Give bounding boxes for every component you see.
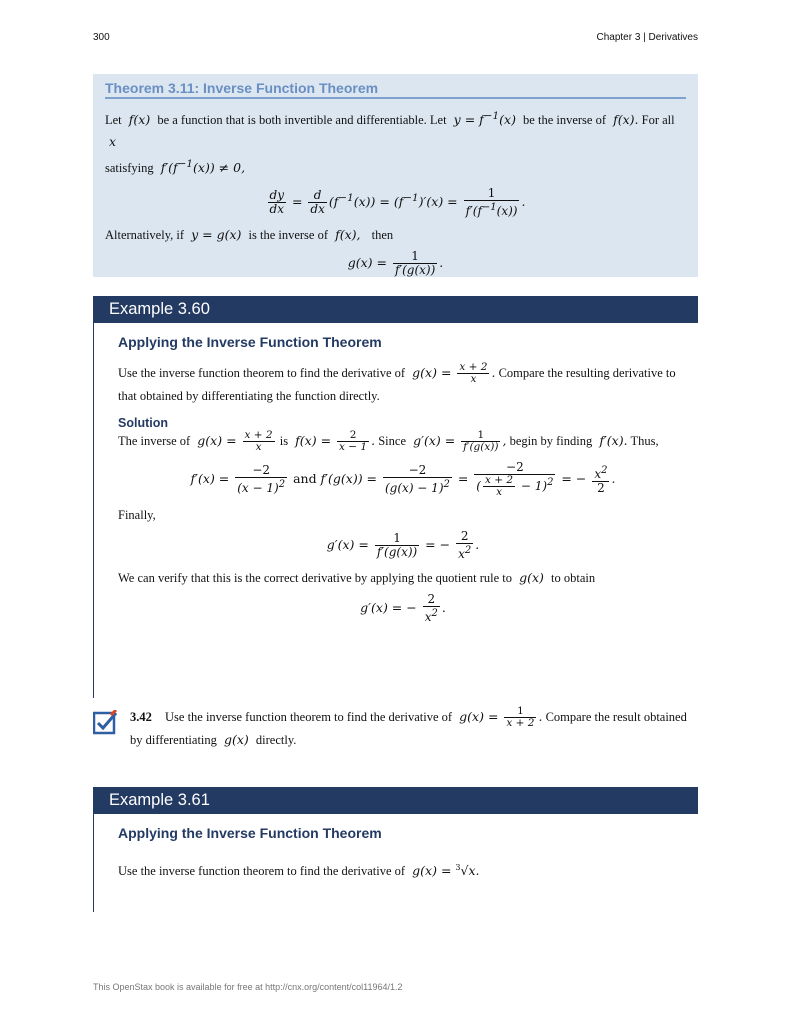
solution-line-1: The inverse of g(x) = $\frac{x + 2}{x}$ is f(x) = $\frac{2}{x - 1}$ . Since g′(x) = $\frac{1}{f'(g(x))}$ , begin by finding f′(x). Thus, bbox=[118, 429, 659, 453]
finally-label: Finally, bbox=[118, 508, 156, 522]
theorem-statement: Let f(x) be a function that is both invertible and differentiable. Let $y = f^{-1}(x)$ be the inverse of f(x). For all x satisfying $f'(f^{-1}(x)) \ne 0$, bbox=[105, 110, 675, 176]
theorem-title: Theorem 3.11: Inverse Function Theorem bbox=[105, 80, 686, 99]
solution-formula-2: g′(x) = $\frac{1}{f'(g(x))}$ = − $\frac{2}{x^2}$ . bbox=[326, 529, 480, 561]
exercise-3-42: 3.42 Use the inverse function theorem to find the derivative of g(x) = $\frac{1}{x + 2}$ . Compare the result obtained by differentiating g(x) directly. bbox=[130, 705, 687, 747]
theorem-box bbox=[93, 74, 698, 277]
solution-label: Solution bbox=[118, 416, 168, 430]
example-header-1: Example 3.60 bbox=[93, 296, 698, 323]
example-rule-2 bbox=[93, 814, 94, 912]
theorem-alt-formula: g(x) = $\frac{1}{f'(g(x))}$ . bbox=[347, 249, 444, 278]
example-rule-1 bbox=[93, 323, 94, 698]
solution-formula-3: g′(x) = − $\frac{2}{x^2}$ . bbox=[360, 592, 446, 624]
theorem-alternative: Alternatively, if y = g(x) is the inverse of f(x), then bbox=[105, 227, 394, 243]
verify-line: We can verify that this is the correct derivative by applying the quotient rule to g(x) to obtain bbox=[118, 570, 596, 585]
example-body-1 bbox=[118, 334, 688, 628]
checklist-icon bbox=[93, 710, 118, 735]
example-subtitle-2: Applying the Inverse Function Theorem bbox=[118, 825, 382, 841]
solution-formula-1: f′(x) = $\frac{-2}{(x - 1)^2}$ and f′(g(x)) = $\frac{-2}{(g(x) - 1)^2}$ = −2 ( $\frac{x + 2}{x}$ − 1)$^2$ = − $\frac{x^2}{2}$ . bbox=[190, 460, 616, 498]
example-subtitle-1: Applying the Inverse Function Theorem bbox=[118, 334, 382, 350]
example-body-2 bbox=[118, 825, 688, 882]
exercise-number: 3.42 bbox=[130, 710, 152, 724]
chapter-title: Chapter 3 | Derivatives bbox=[596, 32, 698, 43]
theorem-formula: $\frac{dy}{dx}$ = $\frac{d}{dx}$ $(f^{-1}(x)) = (f^{-1})'(x)$ = $\frac{1}{f'(f^{-1}(x))}$ . bbox=[269, 186, 526, 219]
example-question-2: Use the inverse function theorem to find the derivative of g(x) = $^3$√x. bbox=[118, 863, 480, 879]
example-question-1: Use the inverse function theorem to find the derivative of g(x) = $\frac{x + 2}{x}$ . Compare the resulting derivative to that obtained by differentiating the function directly. bbox=[118, 361, 676, 403]
page-number: 300 bbox=[93, 32, 110, 43]
footer-note: This OpenStax book is available for free at http://cnx.org/content/col11964/1.2 bbox=[93, 982, 403, 992]
example-header-2: Example 3.61 bbox=[93, 787, 698, 814]
